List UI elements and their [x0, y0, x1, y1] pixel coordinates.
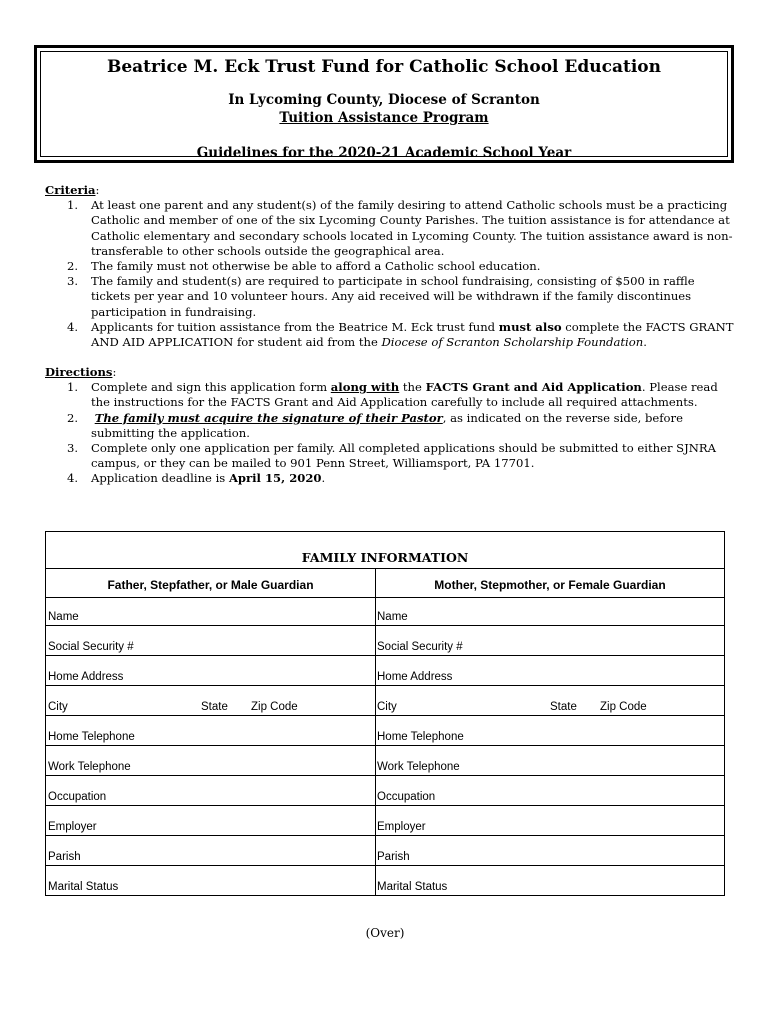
table-divider [46, 568, 724, 569]
item-number: 3. [67, 441, 79, 456]
application-deadline: April 15, 2020 [228, 471, 322, 486]
over-page-note: (Over) [365, 926, 405, 940]
father-name-field[interactable]: Name [48, 611, 79, 623]
item-text: the [399, 380, 426, 395]
directions-item [45, 380, 735, 410]
father-zip-field[interactable]: Zip Code [251, 701, 298, 713]
family-information-title: FAMILY INFORMATION [301, 550, 469, 565]
header-inner-border [40, 51, 728, 161]
criteria-heading: Criteria [45, 183, 96, 197]
father-parish-field[interactable]: Parish [48, 851, 81, 863]
table-divider [46, 835, 724, 836]
family-information-table [45, 531, 725, 896]
father-ssn-field[interactable]: Social Security # [48, 641, 134, 653]
mother-state-field[interactable]: State [550, 701, 577, 713]
mother-occupation-field[interactable]: Occupation [377, 791, 436, 803]
item-number: 1. [67, 380, 79, 395]
mother-employer-field[interactable]: Employer [377, 821, 426, 833]
table-divider [46, 775, 724, 776]
criteria-list [45, 198, 735, 350]
item-text: . [321, 471, 326, 486]
father-employer-field[interactable]: Employer [48, 821, 97, 833]
pastor-signature-requirement: The family must acquire the signature of their Pastor [94, 410, 443, 425]
item-text: Complete and sign this application form [91, 380, 331, 395]
table-divider [46, 625, 724, 626]
item-number: 4. [67, 471, 79, 486]
directions-item [45, 441, 735, 471]
father-state-field[interactable]: State [201, 701, 228, 713]
column-divider [375, 568, 376, 895]
criteria-colon: : [95, 183, 100, 197]
item-number: 3. [67, 274, 79, 289]
mother-parish-field[interactable]: Parish [377, 851, 410, 863]
table-divider [46, 715, 724, 716]
criteria-heading-line [45, 183, 735, 198]
directions-colon: : [112, 365, 117, 379]
item-text: The family must not otherwise be able to afford a Catholic school education. [91, 259, 541, 274]
mother-work-phone-field[interactable]: Work Telephone [377, 761, 460, 773]
table-divider [46, 865, 724, 866]
father-work-phone-field[interactable]: Work Telephone [48, 761, 131, 773]
criteria-item [45, 274, 735, 320]
directions-heading-line [45, 365, 735, 380]
item-emphasis: along with [330, 380, 400, 395]
program-name: Tuition Assistance Program [279, 110, 489, 126]
item-text: The family and student(s) are required to participate in school fundraising, consisting of $500 in raffle tickets per year and 10 volunteer hours. Any aid received will be withdrawn if the family discontinues participation in fundraising. [91, 274, 695, 319]
father-home-phone-field[interactable]: Home Telephone [48, 731, 135, 743]
item-text: . Please read the instructions for the FACTS Grant and Aid Application carefully to include all required attachments. [91, 380, 718, 410]
table-divider [46, 745, 724, 746]
mother-marital-status-field[interactable]: Marital Status [377, 881, 448, 893]
guidelines-heading: Guidelines for the 2020-21 Academic School Year [196, 145, 572, 161]
item-number: 4. [67, 319, 79, 334]
father-column-header: Father, Stepfather, or Male Guardian [107, 578, 314, 592]
criteria-item [45, 198, 735, 259]
item-text: Application deadline is [91, 471, 229, 486]
document-subtitle: In Lycoming County, Diocese of Scranton [228, 92, 540, 108]
criteria-item [45, 259, 735, 274]
table-divider [46, 805, 724, 806]
directions-heading: Directions [45, 365, 113, 379]
item-number: 1. [67, 198, 79, 213]
mother-address-field[interactable]: Home Address [377, 671, 453, 683]
item-emphasis: must also [498, 319, 562, 334]
father-city-field[interactable]: City [48, 701, 68, 713]
father-occupation-field[interactable]: Occupation [48, 791, 107, 803]
directions-item [45, 411, 735, 441]
item-text: . [643, 335, 647, 350]
table-divider [46, 597, 724, 598]
document-title: Beatrice M. Eck Trust Fund for Catholic School Education [106, 57, 661, 77]
father-marital-status-field[interactable]: Marital Status [48, 881, 119, 893]
item-text: Applicants for tuition assistance from the Beatrice M. Eck trust fund [91, 319, 499, 334]
mother-ssn-field[interactable]: Social Security # [377, 641, 463, 653]
criteria-section [45, 183, 735, 350]
father-address-field[interactable]: Home Address [48, 671, 124, 683]
foundation-name: Diocese of Scranton Scholarship Foundation [381, 335, 644, 350]
mother-column-header: Mother, Stepmother, or Female Guardian [434, 578, 666, 592]
directions-item [45, 471, 735, 486]
mother-home-phone-field[interactable]: Home Telephone [377, 731, 464, 743]
item-text: , as indicated on the reverse side, before submitting the application. [91, 410, 683, 440]
table-divider [46, 685, 724, 686]
item-text: complete the FACTS GRANT AND AID APPLICATION for student aid from the [91, 319, 734, 350]
mother-city-field[interactable]: City [377, 701, 397, 713]
item-text: Complete only one application per family. All completed applications should be submitted to either SJNRA campus, or they can be mailed to 901 Penn Street, Williamsport, PA 17701. [91, 441, 717, 471]
mother-zip-field[interactable]: Zip Code [600, 701, 647, 713]
item-emphasis: FACTS Grant and Aid Application [425, 380, 642, 395]
directions-list [45, 380, 735, 486]
criteria-item [45, 320, 735, 350]
item-number: 2. [67, 410, 79, 425]
directions-section [45, 365, 735, 487]
item-text: At least one parent and any student(s) of the family desiring to attend Catholic schools must be a practicing Catholic and member of one of the six Lycoming County Parishes. The tuition assistance is for attendance at Catholic elementary and secondary schools located in Lycoming County. The tuition assistance award is non-transferable to other schools outside the geographical area. [91, 198, 733, 258]
header-box [34, 45, 734, 163]
table-divider [46, 655, 724, 656]
item-number: 2. [67, 259, 79, 274]
mother-name-field[interactable]: Name [377, 611, 408, 623]
